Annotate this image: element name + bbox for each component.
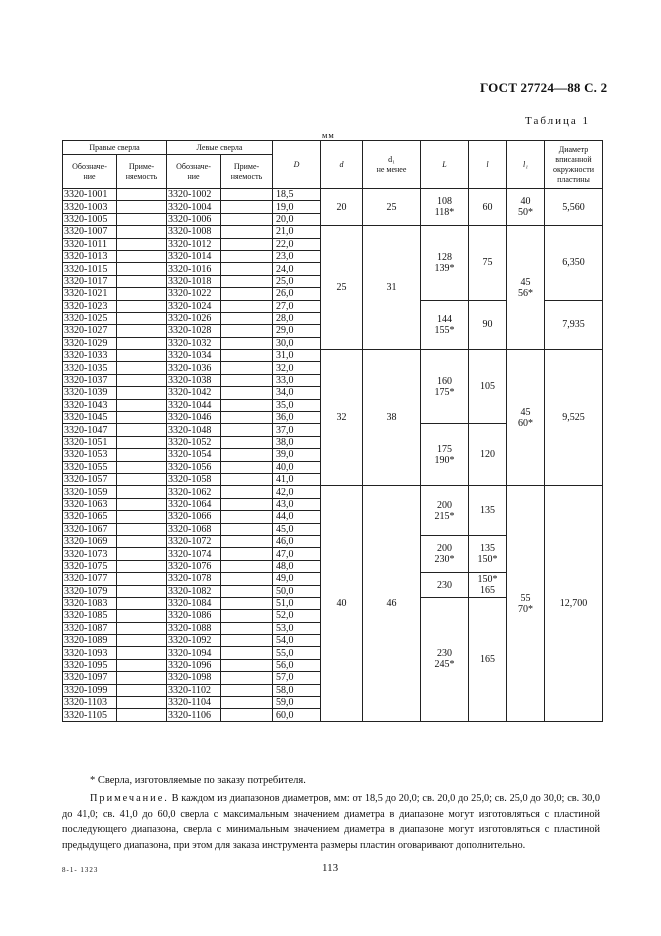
- cell-left-applicability: [221, 412, 273, 424]
- cell-left-applicability: [221, 387, 273, 399]
- cell-l: 75: [469, 226, 507, 300]
- cell-right-applicability: [117, 709, 167, 721]
- cell-right-designation: 3320-1055: [63, 461, 117, 473]
- cell-right-designation: 3320-1035: [63, 362, 117, 374]
- cell-right-applicability: [117, 622, 167, 634]
- cell-right-applicability: [117, 647, 167, 659]
- cell-right-designation: 3320-1033: [63, 350, 117, 362]
- cell-left-applicability: [221, 312, 273, 324]
- cell-D: 45,0: [273, 523, 321, 535]
- cell-D: 39,0: [273, 449, 321, 461]
- cell-left-applicability: [221, 374, 273, 386]
- cell-right-designation: 3320-1065: [63, 511, 117, 523]
- cell-right-applicability: [117, 312, 167, 324]
- cell-left-designation: 3320-1036: [167, 362, 221, 374]
- cell-l: 120: [469, 424, 507, 486]
- cell-right-designation: 3320-1051: [63, 436, 117, 448]
- right-drills-header: Правые сверла: [63, 141, 167, 155]
- cell-left-applicability: [221, 362, 273, 374]
- cell-right-applicability: [117, 573, 167, 585]
- cell-right-applicability: [117, 250, 167, 262]
- cell-right-designation: 3320-1097: [63, 672, 117, 684]
- cell-right-applicability: [117, 548, 167, 560]
- cell-right-applicability: [117, 275, 167, 287]
- cell-left-designation: 3320-1062: [167, 486, 221, 498]
- cell-right-designation: 3320-1095: [63, 659, 117, 671]
- cell-L: 200 230*: [421, 535, 469, 572]
- cell-D: 38,0: [273, 436, 321, 448]
- cell-left-designation: 3320-1072: [167, 535, 221, 547]
- print-code: 8-1- 1323: [62, 866, 99, 874]
- cell-l1: 40 50*: [507, 189, 545, 226]
- cell-right-designation: 3320-1001: [63, 189, 117, 201]
- page-number: 113: [322, 862, 339, 874]
- cell-D: 28,0: [273, 312, 321, 324]
- cell-l: 90: [469, 300, 507, 350]
- cell-left-applicability: [221, 498, 273, 510]
- table-caption: Таблица 1: [525, 115, 591, 127]
- cell-right-applicability: [117, 461, 167, 473]
- cell-left-designation: 3320-1014: [167, 250, 221, 262]
- cell-right-applicability: [117, 560, 167, 572]
- cell-left-designation: 3320-1064: [167, 498, 221, 510]
- cell-right-designation: 3320-1029: [63, 337, 117, 349]
- cell-right-applicability: [117, 387, 167, 399]
- cell-D: 51,0: [273, 597, 321, 609]
- cell-right-applicability: [117, 697, 167, 709]
- note-label: Примечание.: [90, 793, 169, 804]
- cell-L: 200 215*: [421, 486, 469, 536]
- cell-L: 230 245*: [421, 597, 469, 721]
- cell-left-applicability: [221, 399, 273, 411]
- col-d1-header: d₁ не менее: [363, 141, 421, 189]
- cell-right-applicability: [117, 189, 167, 201]
- cell-right-applicability: [117, 597, 167, 609]
- cell-right-applicability: [117, 585, 167, 597]
- cell-right-designation: 3320-1057: [63, 473, 117, 485]
- cell-right-applicability: [117, 201, 167, 213]
- cell-right-applicability: [117, 300, 167, 312]
- cell-D: 37,0: [273, 424, 321, 436]
- cell-left-applicability: [221, 288, 273, 300]
- cell-D: 24,0: [273, 263, 321, 275]
- cell-right-applicability: [117, 511, 167, 523]
- cell-right-applicability: [117, 535, 167, 547]
- cell-right-designation: 3320-1007: [63, 226, 117, 238]
- cell-left-designation: 3320-1076: [167, 560, 221, 572]
- cell-d: 40: [321, 486, 363, 721]
- col-l1-header: l₁: [507, 141, 545, 189]
- cell-D: 18,5: [273, 189, 321, 201]
- cell-D: 56,0: [273, 659, 321, 671]
- cell-left-applicability: [221, 635, 273, 647]
- cell-left-applicability: [221, 535, 273, 547]
- cell-right-designation: 3320-1063: [63, 498, 117, 510]
- cell-insert-diameter: 5,560: [545, 189, 603, 226]
- cell-right-designation: 3320-1059: [63, 486, 117, 498]
- cell-insert-diameter: 12,700: [545, 486, 603, 721]
- cell-right-designation: 3320-1087: [63, 622, 117, 634]
- cell-d1: 31: [363, 226, 421, 350]
- cell-left-designation: 3320-1058: [167, 473, 221, 485]
- cell-right-designation: 3320-1003: [63, 201, 117, 213]
- cell-right-designation: 3320-1069: [63, 535, 117, 547]
- footnote: * Сверла, изготовляемые по заказу потребителя.: [90, 775, 306, 786]
- cell-insert-diameter: 9,525: [545, 350, 603, 486]
- cell-L: 175 190*: [421, 424, 469, 486]
- cell-left-designation: 3320-1044: [167, 399, 221, 411]
- cell-left-applicability: [221, 300, 273, 312]
- cell-D: 42,0: [273, 486, 321, 498]
- cell-left-applicability: [221, 325, 273, 337]
- col-D-header: D: [273, 141, 321, 189]
- cell-left-applicability: [221, 337, 273, 349]
- cell-right-applicability: [117, 473, 167, 485]
- cell-right-designation: 3320-1015: [63, 263, 117, 275]
- cell-left-applicability: [221, 709, 273, 721]
- cell-right-designation: 3320-1005: [63, 213, 117, 225]
- cell-left-designation: 3320-1106: [167, 709, 221, 721]
- cell-left-applicability: [221, 213, 273, 225]
- cell-D: 60,0: [273, 709, 321, 721]
- cell-right-designation: 3320-1077: [63, 573, 117, 585]
- cell-right-applicability: [117, 412, 167, 424]
- cell-D: 20,0: [273, 213, 321, 225]
- cell-left-designation: 3320-1048: [167, 424, 221, 436]
- cell-right-applicability: [117, 263, 167, 275]
- cell-right-designation: 3320-1013: [63, 250, 117, 262]
- cell-left-designation: 3320-1034: [167, 350, 221, 362]
- cell-d1: 46: [363, 486, 421, 721]
- cell-D: 49,0: [273, 573, 321, 585]
- cell-D: 52,0: [273, 610, 321, 622]
- cell-right-applicability: [117, 659, 167, 671]
- cell-D: 53,0: [273, 622, 321, 634]
- cell-right-applicability: [117, 238, 167, 250]
- cell-right-applicability: [117, 498, 167, 510]
- cell-D: 57,0: [273, 672, 321, 684]
- col-insert-diameter-header: Диаметр вписанной окружности пластины: [545, 141, 603, 189]
- cell-D: 33,0: [273, 374, 321, 386]
- cell-left-applicability: [221, 238, 273, 250]
- cell-right-designation: 3320-1011: [63, 238, 117, 250]
- cell-D: 32,0: [273, 362, 321, 374]
- cell-right-applicability: [117, 635, 167, 647]
- cell-right-applicability: [117, 610, 167, 622]
- cell-D: 43,0: [273, 498, 321, 510]
- cell-left-applicability: [221, 672, 273, 684]
- cell-l1: 55 70*: [507, 486, 545, 721]
- cell-right-designation: 3320-1037: [63, 374, 117, 386]
- cell-left-applicability: [221, 560, 273, 572]
- cell-right-applicability: [117, 486, 167, 498]
- cell-insert-diameter: 6,350: [545, 226, 603, 300]
- cell-right-designation: 3320-1021: [63, 288, 117, 300]
- cell-left-designation: 3320-1066: [167, 511, 221, 523]
- col-d-header: d: [321, 141, 363, 189]
- cell-left-applicability: [221, 263, 273, 275]
- cell-D: 50,0: [273, 585, 321, 597]
- cell-right-applicability: [117, 399, 167, 411]
- cell-left-designation: 3320-1024: [167, 300, 221, 312]
- cell-right-applicability: [117, 226, 167, 238]
- cell-left-designation: 3320-1054: [167, 449, 221, 461]
- cell-right-designation: 3320-1085: [63, 610, 117, 622]
- table-row: [63, 486, 603, 498]
- cell-left-designation: 3320-1082: [167, 585, 221, 597]
- cell-D: 25,0: [273, 275, 321, 287]
- cell-D: 59,0: [273, 697, 321, 709]
- cell-l: 150* 165: [469, 573, 507, 598]
- cell-left-applicability: [221, 523, 273, 535]
- cell-D: 30,0: [273, 337, 321, 349]
- cell-left-designation: 3320-1098: [167, 672, 221, 684]
- cell-D: 31,0: [273, 350, 321, 362]
- cell-left-applicability: [221, 350, 273, 362]
- cell-left-designation: 3320-1052: [167, 436, 221, 448]
- cell-right-applicability: [117, 288, 167, 300]
- cell-right-applicability: [117, 436, 167, 448]
- cell-left-designation: 3320-1078: [167, 573, 221, 585]
- cell-right-designation: 3320-1105: [63, 709, 117, 721]
- cell-right-applicability: [117, 325, 167, 337]
- cell-right-applicability: [117, 362, 167, 374]
- cell-left-applicability: [221, 647, 273, 659]
- cell-left-applicability: [221, 436, 273, 448]
- cell-right-designation: 3320-1043: [63, 399, 117, 411]
- cell-L: 230: [421, 573, 469, 598]
- cell-D: 34,0: [273, 387, 321, 399]
- cell-d: 25: [321, 226, 363, 350]
- cell-left-applicability: [221, 473, 273, 485]
- cell-D: 35,0: [273, 399, 321, 411]
- cell-right-applicability: [117, 424, 167, 436]
- cell-left-applicability: [221, 486, 273, 498]
- cell-D: 58,0: [273, 684, 321, 696]
- table-row: [63, 189, 603, 201]
- cell-left-designation: 3320-1038: [167, 374, 221, 386]
- cell-D: 19,0: [273, 201, 321, 213]
- cell-left-applicability: [221, 585, 273, 597]
- cell-left-designation: 3320-1104: [167, 697, 221, 709]
- cell-left-designation: 3320-1094: [167, 647, 221, 659]
- cell-right-designation: 3320-1103: [63, 697, 117, 709]
- cell-left-designation: 3320-1074: [167, 548, 221, 560]
- cell-left-designation: 3320-1012: [167, 238, 221, 250]
- cell-l1: 45 60*: [507, 350, 545, 486]
- right-applicability-header: Приме- няемость: [117, 155, 167, 189]
- units-label: мм: [322, 130, 335, 140]
- cell-left-applicability: [221, 610, 273, 622]
- cell-right-applicability: [117, 672, 167, 684]
- left-applicability-header: Приме- няемость: [221, 155, 273, 189]
- cell-right-applicability: [117, 684, 167, 696]
- cell-right-applicability: [117, 350, 167, 362]
- cell-D: 54,0: [273, 635, 321, 647]
- cell-right-designation: 3320-1083: [63, 597, 117, 609]
- cell-right-designation: 3320-1017: [63, 275, 117, 287]
- cell-left-applicability: [221, 250, 273, 262]
- cell-left-applicability: [221, 424, 273, 436]
- note-text: В каждом из диапазонов диаметров, мм: от 18,5 до 20,0; св. 20,0 до 25,0; св. 25,0 до 30,0; св. 30,0 до 41,0; св. 41,0 до 60,0 сверла с максимальным значением диаметра в диапазоне могут изготовляться с пластиной последующего диапазона, сверла с минимальным значением диаметра в диапазоне могут изготовляться с пластиной предыдущего диапазона, при этом для заказа инструмента размеры пластин оговаривают дополнительно.: [62, 793, 600, 851]
- right-designation-header: Обозначе- ние: [63, 155, 117, 189]
- cell-left-applicability: [221, 697, 273, 709]
- cell-left-designation: 3320-1002: [167, 189, 221, 201]
- cell-left-applicability: [221, 573, 273, 585]
- cell-l: 105: [469, 350, 507, 424]
- cell-right-designation: 3320-1093: [63, 647, 117, 659]
- table-row: [63, 226, 603, 238]
- cell-left-applicability: [221, 449, 273, 461]
- cell-right-applicability: [117, 449, 167, 461]
- cell-right-designation: 3320-1053: [63, 449, 117, 461]
- cell-D: 46,0: [273, 535, 321, 547]
- cell-left-applicability: [221, 659, 273, 671]
- cell-L: 128 139*: [421, 226, 469, 300]
- cell-left-designation: 3320-1102: [167, 684, 221, 696]
- note-paragraph: [62, 791, 600, 853]
- cell-D: 55,0: [273, 647, 321, 659]
- cell-D: 23,0: [273, 250, 321, 262]
- cell-right-designation: 3320-1047: [63, 424, 117, 436]
- cell-D: 26,0: [273, 288, 321, 300]
- cell-left-applicability: [221, 275, 273, 287]
- drill-table: [62, 140, 603, 722]
- cell-L: 160 175*: [421, 350, 469, 424]
- cell-right-designation: 3320-1027: [63, 325, 117, 337]
- cell-right-designation: 3320-1045: [63, 412, 117, 424]
- col-L-header: L: [421, 141, 469, 189]
- cell-left-designation: 3320-1022: [167, 288, 221, 300]
- table-row: [63, 350, 603, 362]
- cell-D: 29,0: [273, 325, 321, 337]
- cell-l: 135: [469, 486, 507, 536]
- cell-left-designation: 3320-1004: [167, 201, 221, 213]
- cell-left-applicability: [221, 684, 273, 696]
- cell-right-designation: 3320-1079: [63, 585, 117, 597]
- cell-L: 108 118*: [421, 189, 469, 226]
- left-drills-header: Левые сверла: [167, 141, 273, 155]
- cell-left-designation: 3320-1006: [167, 213, 221, 225]
- cell-d1: 25: [363, 189, 421, 226]
- cell-left-applicability: [221, 189, 273, 201]
- drill-table-container: [62, 140, 603, 722]
- cell-right-designation: 3320-1099: [63, 684, 117, 696]
- cell-left-designation: 3320-1092: [167, 635, 221, 647]
- cell-l: 135 150*: [469, 535, 507, 572]
- cell-D: 48,0: [273, 560, 321, 572]
- cell-left-applicability: [221, 226, 273, 238]
- cell-D: 27,0: [273, 300, 321, 312]
- col-l-header: l: [469, 141, 507, 189]
- cell-left-designation: 3320-1096: [167, 659, 221, 671]
- cell-D: 44,0: [273, 511, 321, 523]
- cell-right-designation: 3320-1073: [63, 548, 117, 560]
- cell-insert-diameter: 7,935: [545, 300, 603, 350]
- cell-left-applicability: [221, 511, 273, 523]
- cell-left-designation: 3320-1018: [167, 275, 221, 287]
- standard-header: ГОСТ 27724—88 С. 2: [480, 80, 608, 95]
- cell-left-designation: 3320-1016: [167, 263, 221, 275]
- cell-right-designation: 3320-1067: [63, 523, 117, 535]
- cell-d1: 38: [363, 350, 421, 486]
- cell-right-designation: 3320-1089: [63, 635, 117, 647]
- cell-left-designation: 3320-1088: [167, 622, 221, 634]
- cell-left-designation: 3320-1026: [167, 312, 221, 324]
- cell-right-designation: 3320-1039: [63, 387, 117, 399]
- cell-l: 165: [469, 597, 507, 721]
- cell-left-designation: 3320-1056: [167, 461, 221, 473]
- cell-left-applicability: [221, 461, 273, 473]
- cell-right-applicability: [117, 213, 167, 225]
- cell-right-applicability: [117, 374, 167, 386]
- cell-l1: 45 56*: [507, 226, 545, 350]
- cell-D: 40,0: [273, 461, 321, 473]
- cell-left-designation: 3320-1042: [167, 387, 221, 399]
- cell-left-designation: 3320-1008: [167, 226, 221, 238]
- cell-D: 22,0: [273, 238, 321, 250]
- cell-d: 20: [321, 189, 363, 226]
- cell-left-designation: 3320-1068: [167, 523, 221, 535]
- cell-left-designation: 3320-1046: [167, 412, 221, 424]
- cell-left-designation: 3320-1028: [167, 325, 221, 337]
- cell-right-designation: 3320-1025: [63, 312, 117, 324]
- cell-left-applicability: [221, 597, 273, 609]
- cell-D: 41,0: [273, 473, 321, 485]
- cell-right-applicability: [117, 337, 167, 349]
- cell-left-applicability: [221, 622, 273, 634]
- drill-table-body: [63, 189, 603, 722]
- cell-right-designation: 3320-1075: [63, 560, 117, 572]
- cell-left-applicability: [221, 201, 273, 213]
- cell-left-designation: 3320-1084: [167, 597, 221, 609]
- cell-right-designation: 3320-1023: [63, 300, 117, 312]
- cell-left-applicability: [221, 548, 273, 560]
- cell-D: 36,0: [273, 412, 321, 424]
- cell-right-applicability: [117, 523, 167, 535]
- cell-left-designation: 3320-1086: [167, 610, 221, 622]
- left-designation-header: Обозначе- ние: [167, 155, 221, 189]
- cell-D: 21,0: [273, 226, 321, 238]
- cell-d: 32: [321, 350, 363, 486]
- cell-left-designation: 3320-1032: [167, 337, 221, 349]
- cell-l: 60: [469, 189, 507, 226]
- cell-D: 47,0: [273, 548, 321, 560]
- cell-L: 144 155*: [421, 300, 469, 350]
